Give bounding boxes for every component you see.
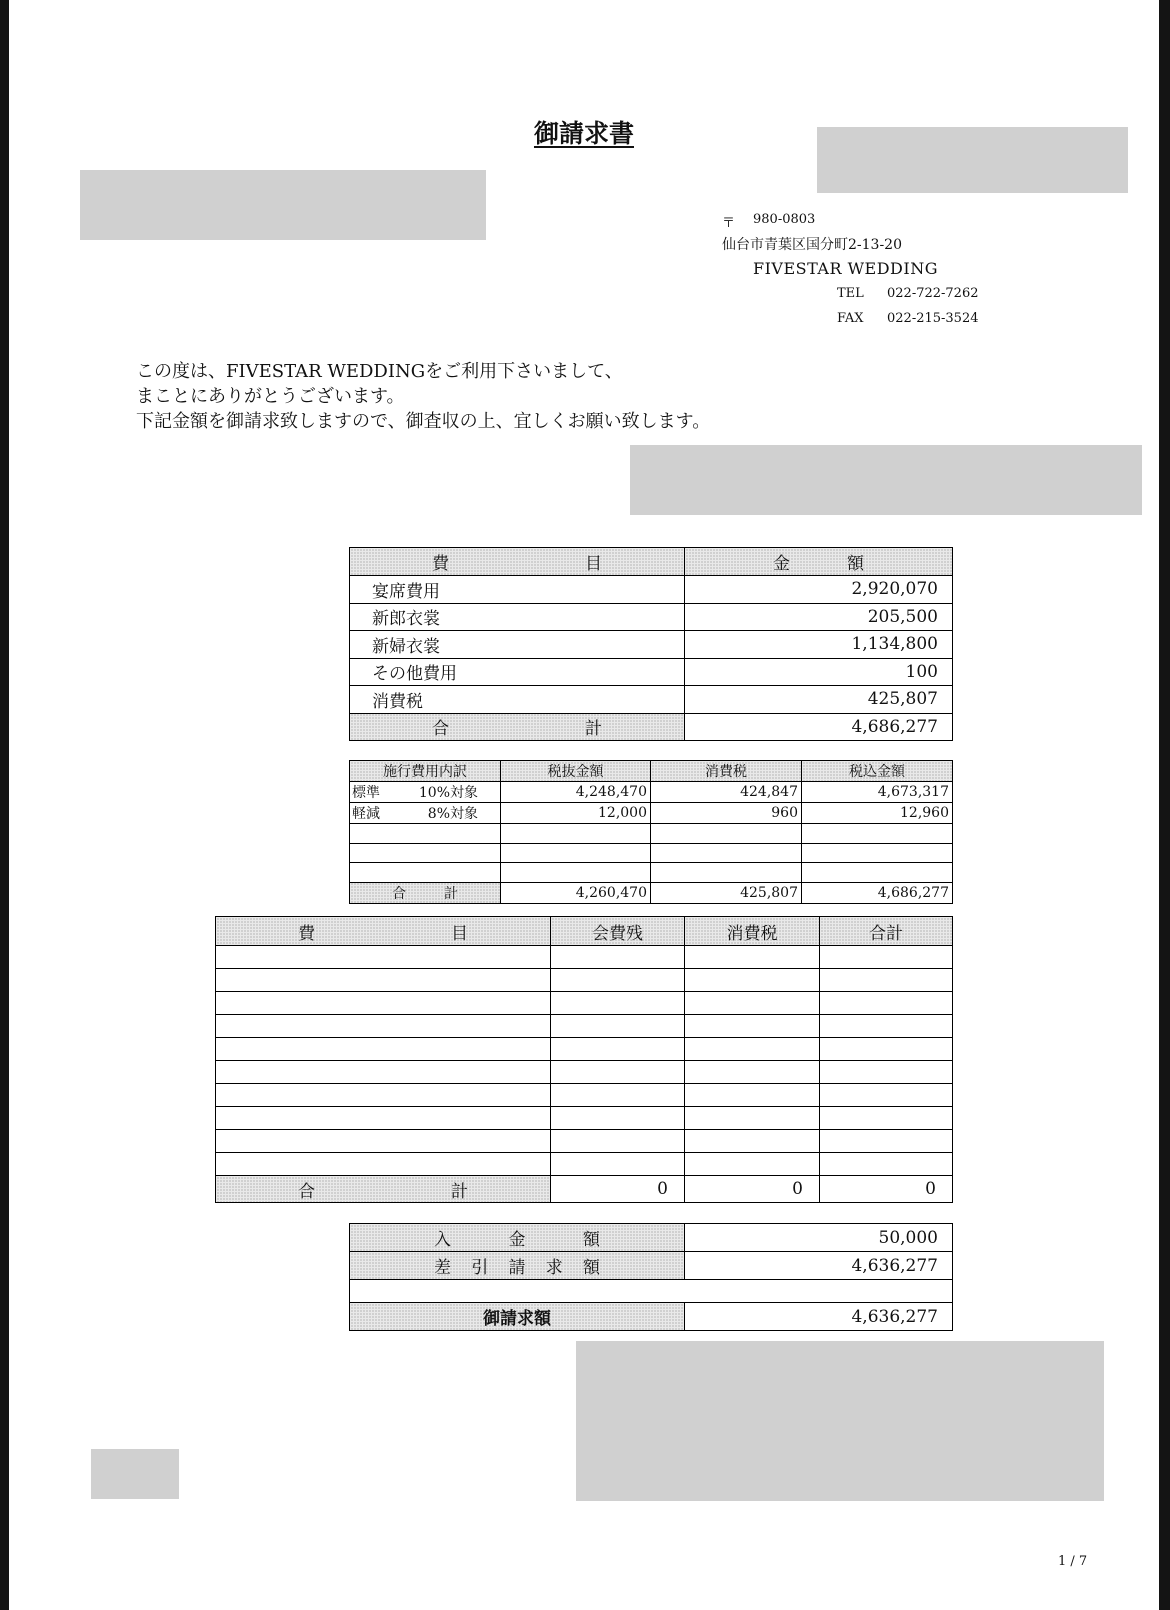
empty-row — [216, 1084, 953, 1107]
rate-label-cell — [350, 782, 501, 803]
redaction-block — [80, 170, 486, 240]
rate-category: 標準 — [352, 785, 380, 801]
header-sum: 合計 — [820, 917, 953, 946]
balance-amount: 4,636,277 — [685, 1252, 953, 1280]
total-label: 合 計 — [350, 713, 685, 741]
postal-code: 980-0803 — [753, 212, 816, 227]
header-item: 費 目 — [350, 548, 685, 576]
deposit-row — [350, 1224, 953, 1252]
total-sum: 0 — [820, 1176, 953, 1203]
invoice-row — [350, 1303, 953, 1331]
fax-label: FAX — [837, 311, 864, 326]
header-excl-tax: 税抜金額 — [501, 761, 651, 782]
header-item: 費 目 — [216, 917, 551, 946]
total-fee-balance: 0 — [551, 1176, 685, 1203]
summary-table — [349, 547, 953, 741]
fax-number: 022-215-3524 — [887, 311, 979, 326]
empty-row — [216, 1038, 953, 1061]
redaction-block — [630, 445, 1142, 515]
total-tax: 0 — [685, 1176, 820, 1203]
row-item: 新婦衣裳 — [350, 631, 685, 659]
invoice-amount: 4,636,277 — [685, 1303, 953, 1331]
header-amount: 金 額 — [685, 548, 953, 576]
table-row — [350, 576, 953, 604]
balance-row — [350, 1252, 953, 1280]
rate-target: 10%対象 — [418, 785, 478, 801]
table-row — [350, 803, 953, 824]
header-incl-tax: 税込金額 — [802, 761, 953, 782]
postal-mark: 〒 — [722, 216, 736, 231]
header-tax: 消費税 — [685, 917, 820, 946]
total-incl-tax: 4,686,277 — [802, 882, 953, 903]
document-title: 御請求書 — [533, 119, 634, 148]
greeting-line: まことにありがとうございます。 — [136, 386, 405, 407]
empty-row — [216, 1015, 953, 1038]
table-header-row — [350, 548, 953, 576]
total-amount: 4,686,277 — [685, 713, 953, 741]
row-amount: 1,134,800 — [685, 631, 953, 659]
row-amount: 205,500 — [685, 603, 953, 631]
empty-row — [216, 1061, 953, 1084]
table-header-row — [216, 917, 953, 946]
table-row — [350, 782, 953, 803]
sender-address: 仙台市青葉区国分町2-13-20 — [722, 237, 902, 253]
row-item: その他費用 — [350, 658, 685, 686]
redaction-block — [91, 1449, 179, 1499]
total-row — [216, 1176, 953, 1203]
viewer-frame-left — [0, 0, 9, 1610]
table-row — [350, 631, 953, 659]
spacer-row — [350, 1280, 953, 1303]
viewer-frame-right — [1159, 0, 1170, 1610]
page-indicator: 1 / 7 — [1058, 1554, 1088, 1569]
amount-excl-tax: 12,000 — [501, 803, 651, 824]
greeting-message — [136, 359, 710, 434]
row-amount: 2,920,070 — [685, 576, 953, 604]
row-item: 新郎衣裳 — [350, 603, 685, 631]
header-tax: 消費税 — [651, 761, 802, 782]
empty-row — [350, 863, 953, 883]
amount-incl-tax: 4,673,317 — [802, 782, 953, 803]
empty-row — [350, 824, 953, 844]
empty-row — [216, 969, 953, 992]
row-item: 宴席費用 — [350, 576, 685, 604]
deposit-amount: 50,000 — [685, 1224, 953, 1252]
rate-target: 8%対象 — [427, 806, 478, 822]
total-excl-tax: 4,260,470 — [501, 882, 651, 903]
row-item: 消費税 — [350, 686, 685, 714]
amount-incl-tax: 12,960 — [802, 803, 953, 824]
greeting-line: 下記金額を御請求致しますので、御査収の上、宜しくお願い致します。 — [136, 411, 711, 432]
header-fee-balance: 会費残 — [551, 917, 685, 946]
table-row — [350, 603, 953, 631]
table-row — [350, 686, 953, 714]
empty-row — [216, 1130, 953, 1153]
row-amount: 425,807 — [685, 686, 953, 714]
total-label: 合 計 — [350, 882, 501, 903]
invoice-label: 御請求額 — [350, 1303, 685, 1331]
greeting-line: この度は、FIVESTAR WEDDINGをご利用下さいまして、 — [136, 361, 623, 382]
tax-breakdown-table — [349, 760, 953, 904]
sender-company: FIVESTAR WEDDING — [753, 259, 938, 278]
amount-tax: 960 — [651, 803, 802, 824]
rate-label-cell — [350, 803, 501, 824]
tel-label: TEL — [837, 286, 864, 301]
header-breakdown: 施行費用内訳 — [350, 761, 501, 782]
row-amount: 100 — [685, 658, 953, 686]
total-row — [350, 713, 953, 741]
empty-row — [216, 1153, 953, 1176]
empty-row — [216, 1107, 953, 1130]
table-row — [350, 658, 953, 686]
empty-row — [216, 992, 953, 1015]
membership-fee-table — [215, 916, 953, 1203]
redaction-block — [576, 1341, 1104, 1501]
total-row — [350, 882, 953, 903]
amount-excl-tax: 4,248,470 — [501, 782, 651, 803]
empty-row — [350, 843, 953, 863]
tel-number: 022-722-7262 — [887, 286, 979, 301]
table-header-row — [350, 761, 953, 782]
amount-tax: 424,847 — [651, 782, 802, 803]
balance-label: 差 引 請 求 額 — [350, 1252, 685, 1280]
rate-category: 軽減 — [352, 806, 380, 822]
redaction-block — [817, 127, 1128, 193]
total-tax: 425,807 — [651, 882, 802, 903]
empty-row — [216, 946, 953, 969]
total-label: 合 計 — [216, 1176, 551, 1203]
payment-table — [349, 1223, 953, 1331]
deposit-label: 入 金 額 — [350, 1224, 685, 1252]
